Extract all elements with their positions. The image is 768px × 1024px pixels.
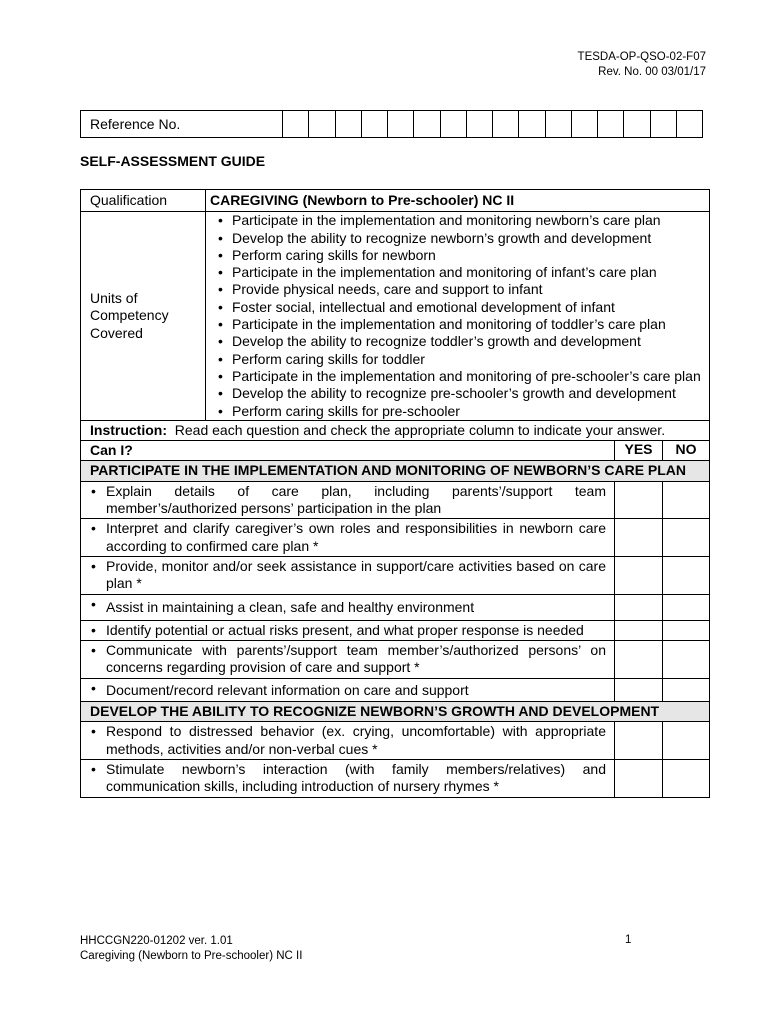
unit-item: • Develop the ability to recognize toddler’s growth and development xyxy=(232,333,705,350)
section-title: PARTICIPATE IN THE IMPLEMENTATION AND MONITORING OF NEWBORN’S CARE PLAN xyxy=(81,461,710,481)
yes-checkbox[interactable] xyxy=(615,594,663,620)
yes-checkbox[interactable] xyxy=(615,759,663,797)
question-text: • Communicate with parents’/support team member’s/authorized persons’ on concerns regarding provision of care and support * xyxy=(81,641,615,679)
units-list xyxy=(210,212,705,420)
unit-item: • Perform caring skills for toddler xyxy=(232,351,705,368)
unit-item: • Foster social, intellectual and emotional development of infant xyxy=(232,299,705,316)
section-header xyxy=(81,461,710,481)
unit-item: • Perform caring skills for pre-schooler xyxy=(232,403,705,420)
question-text: • Document/record relevant information on care and support xyxy=(81,678,615,701)
assessment-table xyxy=(80,189,710,798)
unit-item: • Develop the ability to recognize newborn’s growth and development xyxy=(232,230,705,247)
no-header: NO xyxy=(663,441,710,461)
section-title: DEVELOP THE ABILITY TO RECOGNIZE NEWBORN’S GROWTH AND DEVELOPMENT xyxy=(81,702,710,722)
question-text: • Identify potential or actual risks present, and what proper response is needed xyxy=(81,620,615,640)
unit-item: • Participate in the implementation and monitoring of infant’s care plan xyxy=(232,264,705,281)
yes-checkbox[interactable] xyxy=(615,556,663,594)
qualification-value: CAREGIVING (Newborn to Pre-schooler) NC II xyxy=(206,190,710,212)
qualification-label: Qualification xyxy=(81,190,206,212)
reference-digit-box[interactable] xyxy=(309,111,335,138)
footer-doc-code: HHCCGN220-01202 ver. 1.01 xyxy=(80,935,233,947)
reference-digit-box[interactable] xyxy=(571,111,597,138)
no-checkbox[interactable] xyxy=(663,641,710,679)
question-row xyxy=(81,722,710,760)
unit-item: • Participate in the implementation and monitoring newborn’s care plan xyxy=(232,212,705,229)
reference-digit-box[interactable] xyxy=(624,111,650,138)
reference-digit-box[interactable] xyxy=(335,111,361,138)
no-checkbox[interactable] xyxy=(663,678,710,701)
unit-item: • Participate in the implementation and monitoring of toddler’s care plan xyxy=(232,316,705,333)
question-text: • Provide, monitor and/or seek assistance in support/care activities based on care plan * xyxy=(81,556,615,594)
instruction-label: Instruction: xyxy=(90,421,167,438)
question-text: • Assist in maintaining a clean, safe and healthy environment xyxy=(81,594,615,620)
reference-digit-box[interactable] xyxy=(414,111,440,138)
unit-item: • Perform caring skills for newborn xyxy=(232,247,705,264)
revision-number: Rev. No. 00 03/01/17 xyxy=(598,66,706,78)
question-row xyxy=(81,641,710,679)
question-text: • Explain details of care plan, including parents’/support team member’s/authorized persons’ participation in the plan xyxy=(81,481,615,519)
units-row xyxy=(81,212,710,421)
question-text: • Respond to distressed behavior (ex. crying, uncomfortable) with appropriate methods, activities and/or non-verbal cues * xyxy=(81,722,615,760)
page-number: 1 xyxy=(625,934,632,946)
no-checkbox[interactable] xyxy=(663,722,710,760)
footer-qualification: Caregiving (Newborn to Pre-schooler) NC II xyxy=(80,950,303,962)
question-row xyxy=(81,594,710,620)
instruction-text: Read each question and check the appropriate column to indicate your answer. xyxy=(174,421,666,438)
reference-digit-box[interactable] xyxy=(466,111,492,138)
yes-checkbox[interactable] xyxy=(615,620,663,640)
unit-item: • Participate in the implementation and monitoring of pre-schooler’s care plan xyxy=(232,368,705,385)
question-text: • Interpret and clarify caregiver’s own roles and responsibilities in newborn care according to confirmed care plan * xyxy=(81,519,615,557)
reference-digit-box[interactable] xyxy=(493,111,519,138)
reference-digit-box[interactable] xyxy=(545,111,571,138)
question-row xyxy=(81,519,710,557)
units-label: Units of Competency Covered xyxy=(81,212,206,421)
reference-number-table xyxy=(80,110,703,138)
can-i-header: Can I? xyxy=(81,441,615,461)
reference-digit-box[interactable] xyxy=(676,111,702,138)
document-footer xyxy=(80,934,302,964)
no-checkbox[interactable] xyxy=(663,759,710,797)
question-text: • Stimulate newborn’s interaction (with family members/relatives) and communication skills, including introduction of nursery rhymes * xyxy=(81,759,615,797)
no-checkbox[interactable] xyxy=(663,620,710,640)
column-header-row xyxy=(81,441,710,461)
no-checkbox[interactable] xyxy=(663,481,710,519)
reference-digit-box[interactable] xyxy=(361,111,387,138)
reference-digit-box[interactable] xyxy=(283,111,309,138)
question-row xyxy=(81,620,710,640)
question-row xyxy=(81,556,710,594)
reference-digit-box[interactable] xyxy=(388,111,414,138)
yes-checkbox[interactable] xyxy=(615,722,663,760)
reference-digit-box[interactable] xyxy=(440,111,466,138)
yes-header: YES xyxy=(615,441,663,461)
page-title: SELF-ASSESSMENT GUIDE xyxy=(80,153,266,169)
instruction-cell xyxy=(81,420,710,440)
reference-digit-box[interactable] xyxy=(650,111,676,138)
yes-checkbox[interactable] xyxy=(615,519,663,557)
instruction-row xyxy=(81,420,710,440)
yes-checkbox[interactable] xyxy=(615,481,663,519)
unit-item: • Develop the ability to recognize pre-schooler’s growth and development xyxy=(232,385,705,402)
question-row xyxy=(81,678,710,701)
reference-label: Reference No. xyxy=(81,111,283,138)
reference-digit-box[interactable] xyxy=(519,111,545,138)
units-cell xyxy=(206,212,710,421)
no-checkbox[interactable] xyxy=(663,519,710,557)
question-row xyxy=(81,481,710,519)
qualification-row xyxy=(81,190,710,212)
unit-item: • Provide physical needs, care and support to infant xyxy=(232,281,705,298)
question-row xyxy=(81,759,710,797)
yes-checkbox[interactable] xyxy=(615,678,663,701)
section-header xyxy=(81,702,710,722)
yes-checkbox[interactable] xyxy=(615,641,663,679)
form-code: TESDA-OP-QSO-02-F07 xyxy=(577,51,706,63)
no-checkbox[interactable] xyxy=(663,556,710,594)
no-checkbox[interactable] xyxy=(663,594,710,620)
document-header xyxy=(578,50,706,80)
reference-digit-box[interactable] xyxy=(598,111,624,138)
